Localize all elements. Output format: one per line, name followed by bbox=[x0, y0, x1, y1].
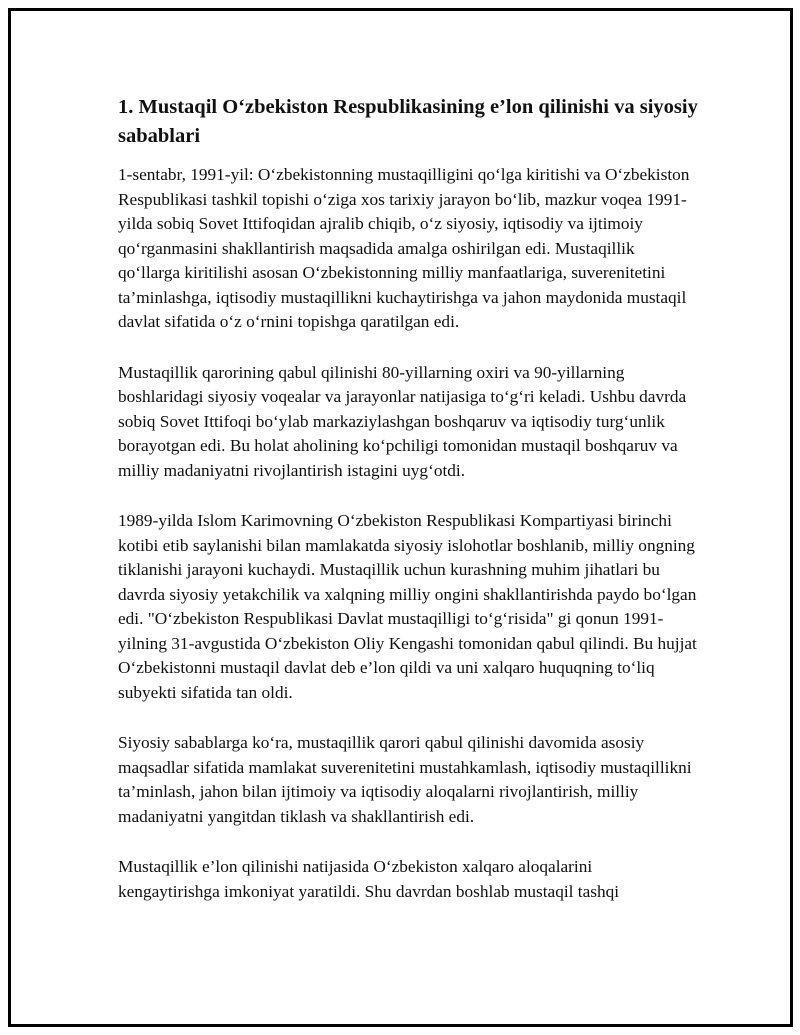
paragraph-1: 1-sentabr, 1991-yil: O‘zbekistonning mustaqilligini qo‘lga kiritishi va O‘zbekiston Respublikasi tashkil topishi o‘ziga xos tarixiy jarayon bo‘lib, mazkur voqea 1991-yilda sobiq Sovet Ittifoqidan ajralib chiqib, o‘z siyosiy, iqtisodiy va ijtimoiy qo‘rganmasini shakllantirish maqsadida amalga oshirilgan edi. Mustaqillik qo‘llarga kiritilishi asosan O‘zbekistonning milliy manfaatlariga, suverenitetini ta’minlashga, iqtisodiy mustaqillikni kuchaytirishga va jahon maydonida mustaqil davlat sifatida o‘z o‘rnini topishga qaratilgan edi. bbox=[118, 165, 690, 331]
paragraph-4: Siyosiy sabablarga ko‘ra, mustaqillik qarori qabul qilinishi davomida asosiy maqsadlar sifatida mamlakat suverenitetini mustahkamlash, iqtisodiy mustaqillikni ta’minlash, jahon bilan ijtimoiy va iqtisodiy aloqalarni rivojlantirish, milliy madaniyatni yangitdan tiklash va shakllantirish edi. bbox=[118, 733, 692, 826]
section-title: 1. Mustaqil O‘zbekiston Respublikasining e’lon qilinishi va siyosiy sabablari bbox=[118, 96, 698, 147]
document-body bbox=[118, 93, 698, 930]
paragraph-2: Mustaqillik qarorining qabul qilinishi 80-yillarning oxiri va 90-yillarning boshlaridagi siyosiy voqealar va jarayonlar natijasiga to‘g‘ri keladi. Ushbu davrda sobiq Sovet Ittifoqi bo‘ylab markaziylashgan boshqaruv va iqtisodiy turg‘unlik borayotgan edi. Bu holat aholining ko‘pchiligi tomonidan mustaqil boshqaruv va milliy madaniyatni rivojlantirish istagini uyg‘otdi. bbox=[118, 362, 687, 480]
paragraph-5: Mustaqillik e’lon qilinishi natijasida O‘zbekiston xalqaro aloqalarini kengaytirishga imkoniyat yaratildi. Shu davrdan boshlab mustaqil tashqi bbox=[118, 857, 620, 901]
paragraph-3: 1989-yilda Islom Karimovning O‘zbekiston Respublikasi Kompartiyasi birinchi kotibi etib saylanishi bilan mamlakatda siyosiy islohotlar boshlanib, milliy ongning tiklanishi jarayoni kuchaydi. Mustaqillik uchun kurashning muhim jihatlari bu davrda siyosiy yetakchilik va xalqning milliy ongini shakllantirishda paydo bo‘lgan edi. "O‘zbekiston Respublikasi Davlat mustaqilligi to‘g‘risida" gi qonun 1991-yilning 31-avgustida O‘zbekiston Oliy Kengashi tomonidan qabul qilindi. Bu hujjat O‘zbekistonni mustaqil davlat deb e’lon qildi va uni xalqaro huquqning to‘liq subyekti sifatida tan oldi. bbox=[118, 511, 697, 702]
